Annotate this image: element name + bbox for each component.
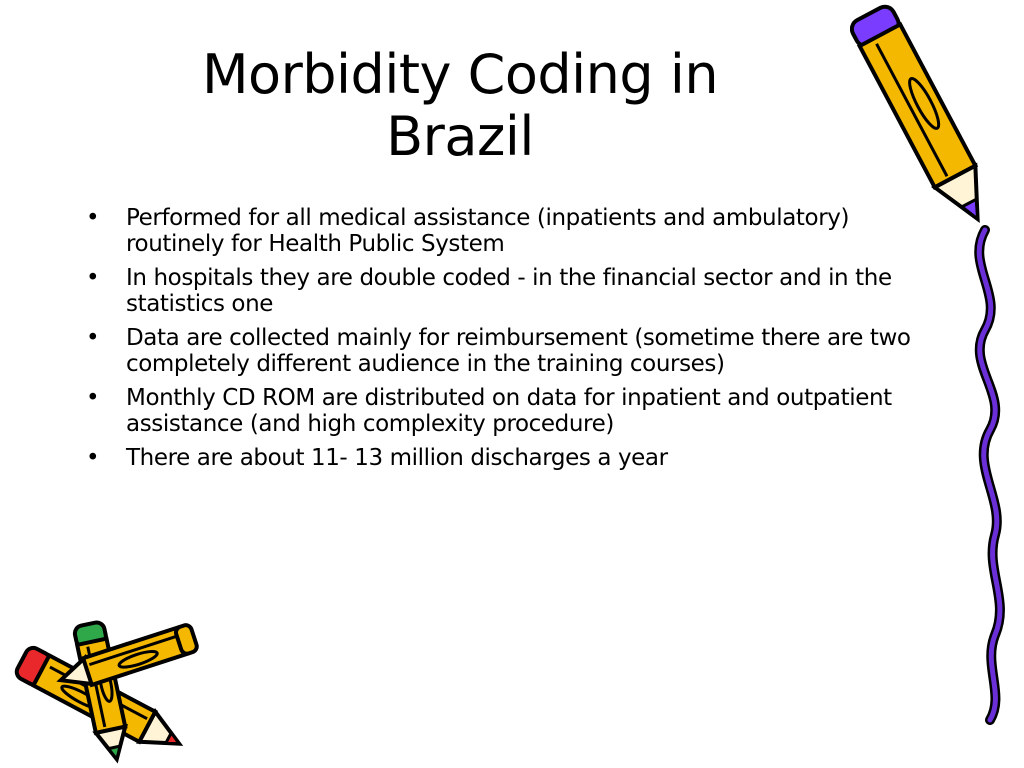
bullet-text: Data are collected mainly for reimbursement (sometime there are two completely different audience in the training courses) bbox=[126, 325, 911, 377]
bullet-item bbox=[86, 325, 936, 377]
slide-title bbox=[150, 44, 770, 168]
bullet-marker: • bbox=[86, 325, 100, 351]
slide-title-line-2: Brazil bbox=[386, 105, 534, 168]
bullet-text: Monthly CD ROM are distributed on data for inpatient and outpatient assistance (and high complexity procedure) bbox=[126, 385, 892, 437]
bullet-marker: • bbox=[86, 205, 100, 231]
pencil-clipart-top-right bbox=[850, 0, 1000, 245]
bullet-item bbox=[86, 265, 936, 317]
bullet-list bbox=[86, 205, 936, 479]
bullet-text: There are about 11- 13 million discharges a year bbox=[126, 445, 668, 471]
bullet-marker: • bbox=[86, 265, 100, 291]
bullet-marker: • bbox=[86, 385, 100, 411]
bullet-text: Performed for all medical assistance (inpatients and ambulatory) routinely for Health Public System bbox=[126, 205, 850, 257]
crossed-pencils-clipart bbox=[0, 615, 210, 765]
slide-title-line-1: Morbidity Coding in bbox=[201, 43, 719, 106]
bullet-marker: • bbox=[86, 445, 100, 471]
wavy-line-decoration bbox=[955, 225, 1024, 725]
bullet-item bbox=[86, 205, 936, 257]
bullet-text: In hospitals they are double coded - in the financial sector and in the statistics one bbox=[126, 265, 892, 317]
bullet-item bbox=[86, 385, 936, 437]
bullet-item bbox=[86, 445, 936, 471]
